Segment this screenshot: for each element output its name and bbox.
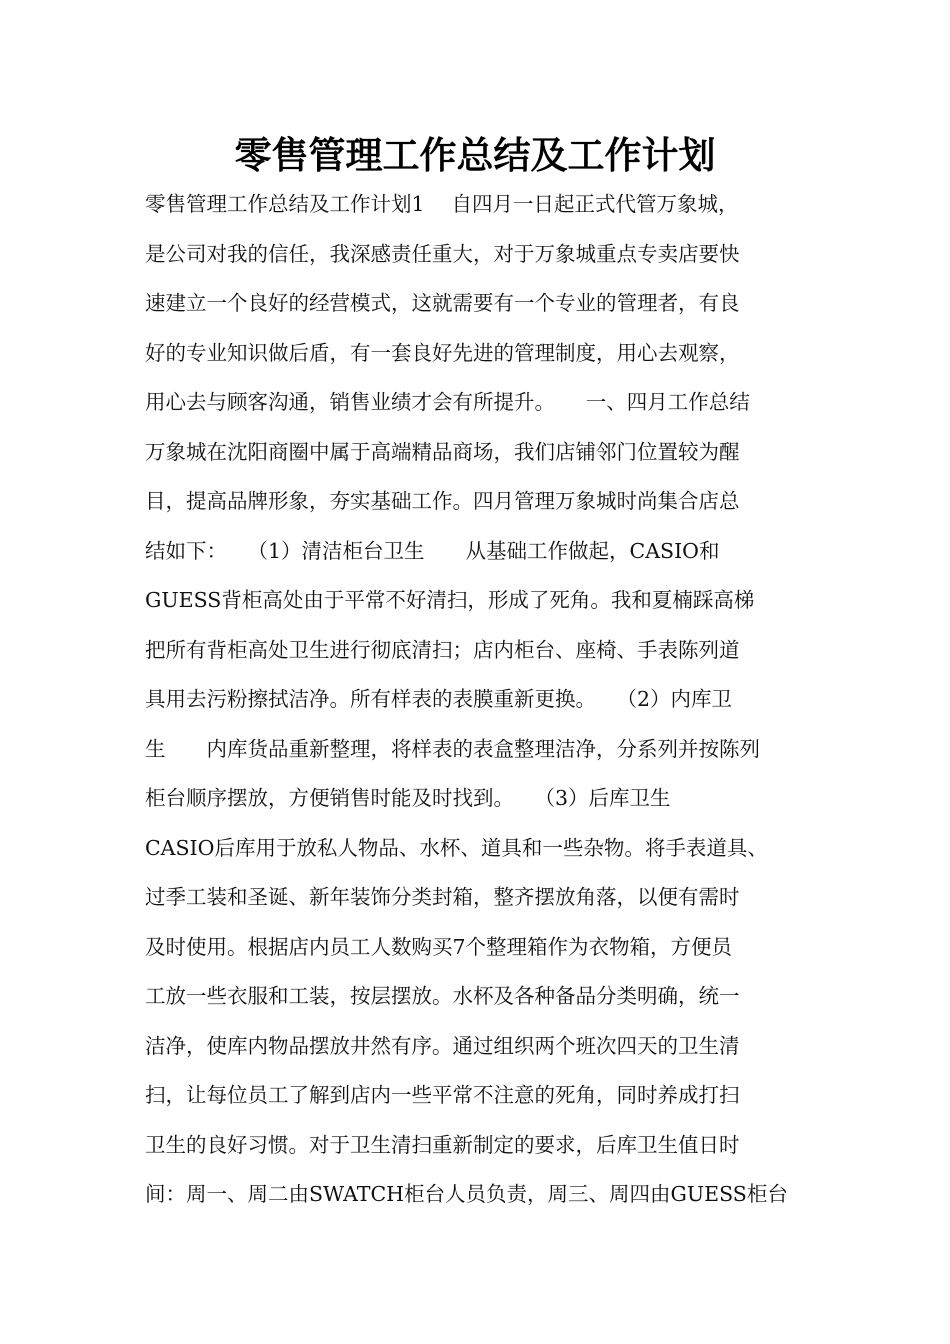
body-line: 结如下： （1）清洁柜台卫生 从基础工作做起，CASIO和 bbox=[145, 538, 720, 563]
body-line: 生 内库货品重新整理，将样表的表盒整理洁净，分系列并按陈列 bbox=[145, 736, 760, 761]
body-line: 是公司对我的信任，我深感责任重大，对于万象城重点专卖店要快 bbox=[145, 241, 740, 266]
body-line: 柜台顺序摆放，方便销售时能及时找到。 （3）后库卫生 bbox=[145, 786, 671, 810]
body-line: 及时使用。根据店内员工人数购买7个整理箱作为衣物箱，方便员 bbox=[145, 934, 733, 959]
body-line: 洁净，使库内物品摆放井然有序。通过组织两个班次四天的卫生清 bbox=[145, 1033, 740, 1058]
body-line: 零售管理工作总结及工作计划1 自四月一日起正式代管万象城， bbox=[145, 192, 739, 216]
body-line: 速建立一个良好的经营模式，这就需要有一个专业的管理者，有良 bbox=[145, 291, 740, 315]
body-line: 把所有背柜高处卫生进行彻底清扫；店内柜台、座椅、手表陈列道 bbox=[145, 637, 740, 662]
body-line: 过季工装和圣诞、新年装饰分类封箱，整齐摆放角落，以便有需时 bbox=[145, 885, 740, 909]
body-line: GUESS背柜高处由于平常不好清扫，形成了死角。我和夏楠踩高梯 bbox=[145, 588, 755, 612]
body-line: 卫生的良好习惯。对于卫生清扫重新制定的要求，后库卫生值日时 bbox=[145, 1132, 740, 1157]
body-line: 目，提高品牌形象，夯实基础工作。四月管理万象城时尚集合店总 bbox=[145, 489, 740, 513]
body-line: 间：周一、周二由SWATCH柜台人员负责，周三、周四由GUESS柜台 bbox=[145, 1182, 788, 1206]
document-title: 零售管理工作总结及工作计划 bbox=[234, 134, 716, 177]
body-line: 工放一些衣服和工装，按层摆放。水杯及各种备品分类明确，统一 bbox=[145, 984, 740, 1008]
body-line: 万象城在沈阳商圈中属于高端精品商场，我们店铺邻门位置较为醒 bbox=[145, 439, 740, 464]
body-line: 用心去与顾客沟通，销售业绩才会有所提升。 一、四月工作总结 bbox=[145, 390, 750, 414]
body-line: CASIO后库用于放私人物品、水杯、道具和一些杂物。将手表道具、 bbox=[145, 835, 768, 860]
body-line: 好的专业知识做后盾，有一套良好先进的管理制度，用心去观察， bbox=[145, 340, 740, 365]
document-body bbox=[145, 180, 825, 1220]
body-line: 扫，让每位员工了解到店内一些平常不注意的死角，同时养成打扫 bbox=[145, 1083, 740, 1107]
body-line: 具用去污粉擦拭洁净。所有样表的表膜重新更换。 （2）内库卫 bbox=[145, 687, 733, 711]
